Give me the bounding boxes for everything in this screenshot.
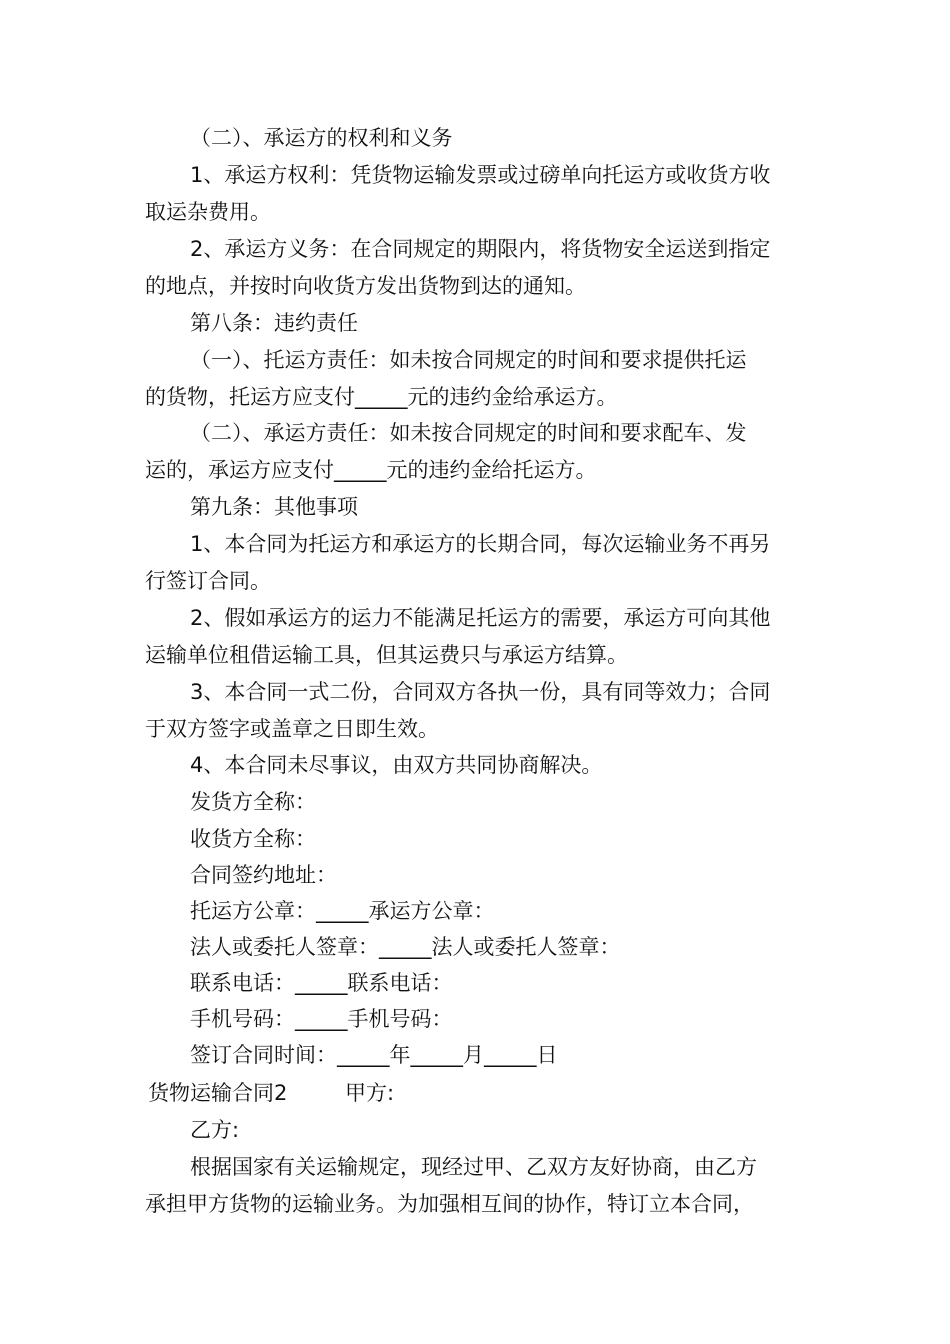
paragraph-line: （二）、承运方责任：如未按合同规定的时间和要求配车、发 — [190, 421, 747, 445]
field-phone: 联系电话：_____联系电话： — [190, 971, 453, 995]
field-consignee-name: 收货方全称： — [190, 827, 316, 851]
party-a-label: 甲方: — [345, 1081, 395, 1105]
article-heading-other: 第九条：其他事项 — [190, 495, 358, 519]
paragraph-line: 2、承运方义务：在合同规定的期限内，将货物安全运送到指定 — [190, 237, 771, 261]
paragraph-line: 1、本合同为托运方和承运方的长期合同，每次运输业务不再另 — [190, 532, 771, 556]
paragraph-line: 承担甲方货物的运输业务。为加强相互间的协作，特订立本合同， — [145, 1192, 754, 1216]
field-shipper-name: 发货方全称： — [190, 790, 316, 814]
paragraph-line: 运输单位租借运输工具，但其运费只与承运方结算。 — [145, 643, 628, 667]
section-heading-carrier-rights: （二）、承运方的权利和义务 — [190, 126, 453, 150]
paragraph-line: 运的，承运方应支付_____元的违约金给托运方。 — [145, 458, 597, 482]
paragraph-line: 取运杂费用。 — [145, 200, 271, 224]
article-heading-breach: 第八条：违约责任 — [190, 311, 358, 335]
paragraph-line: 的货物，托运方应支付_____元的违约金给承运方。 — [145, 385, 618, 409]
paragraph-line: 行签订合同。 — [145, 569, 271, 593]
paragraph-line: 的地点，并按时向收货方发出货物到达的通知。 — [145, 274, 586, 298]
field-signatures: 法人或委托人签章：_____法人或委托人签章： — [190, 935, 621, 959]
field-signing-date: 签订合同时间：_____年_____月_____日 — [190, 1043, 558, 1067]
paragraph-line: 4、本合同未尽事议，由双方共同协商解决。 — [190, 753, 603, 777]
field-mobile: 手机号码：_____手机号码： — [190, 1007, 453, 1031]
field-contract-address: 合同签约地址： — [190, 863, 337, 887]
party-b-label: 乙方: — [190, 1118, 240, 1142]
paragraph-line: 2、假如承运方的运力不能满足托运方的需要，承运方可向其他 — [190, 606, 771, 630]
paragraph-line: 1、承运方权利：凭货物运输发票或过磅单向托运方或收货方收 — [190, 163, 771, 187]
paragraph-line: （一）、托运方责任：如未按合同规定的时间和要求提供托运 — [190, 348, 747, 372]
paragraph-line: 3、本合同一式二份，合同双方各执一份，具有同等效力；合同 — [190, 680, 771, 704]
contract-2-title: 货物运输合同2 — [148, 1081, 288, 1105]
field-seals: 托运方公章：_____承运方公章： — [190, 899, 495, 923]
paragraph-line: 根据国家有关运输规定，现经过甲、乙双方友好协商，由乙方 — [190, 1155, 757, 1179]
paragraph-line: 于双方签字或盖章之日即生效。 — [145, 717, 439, 741]
